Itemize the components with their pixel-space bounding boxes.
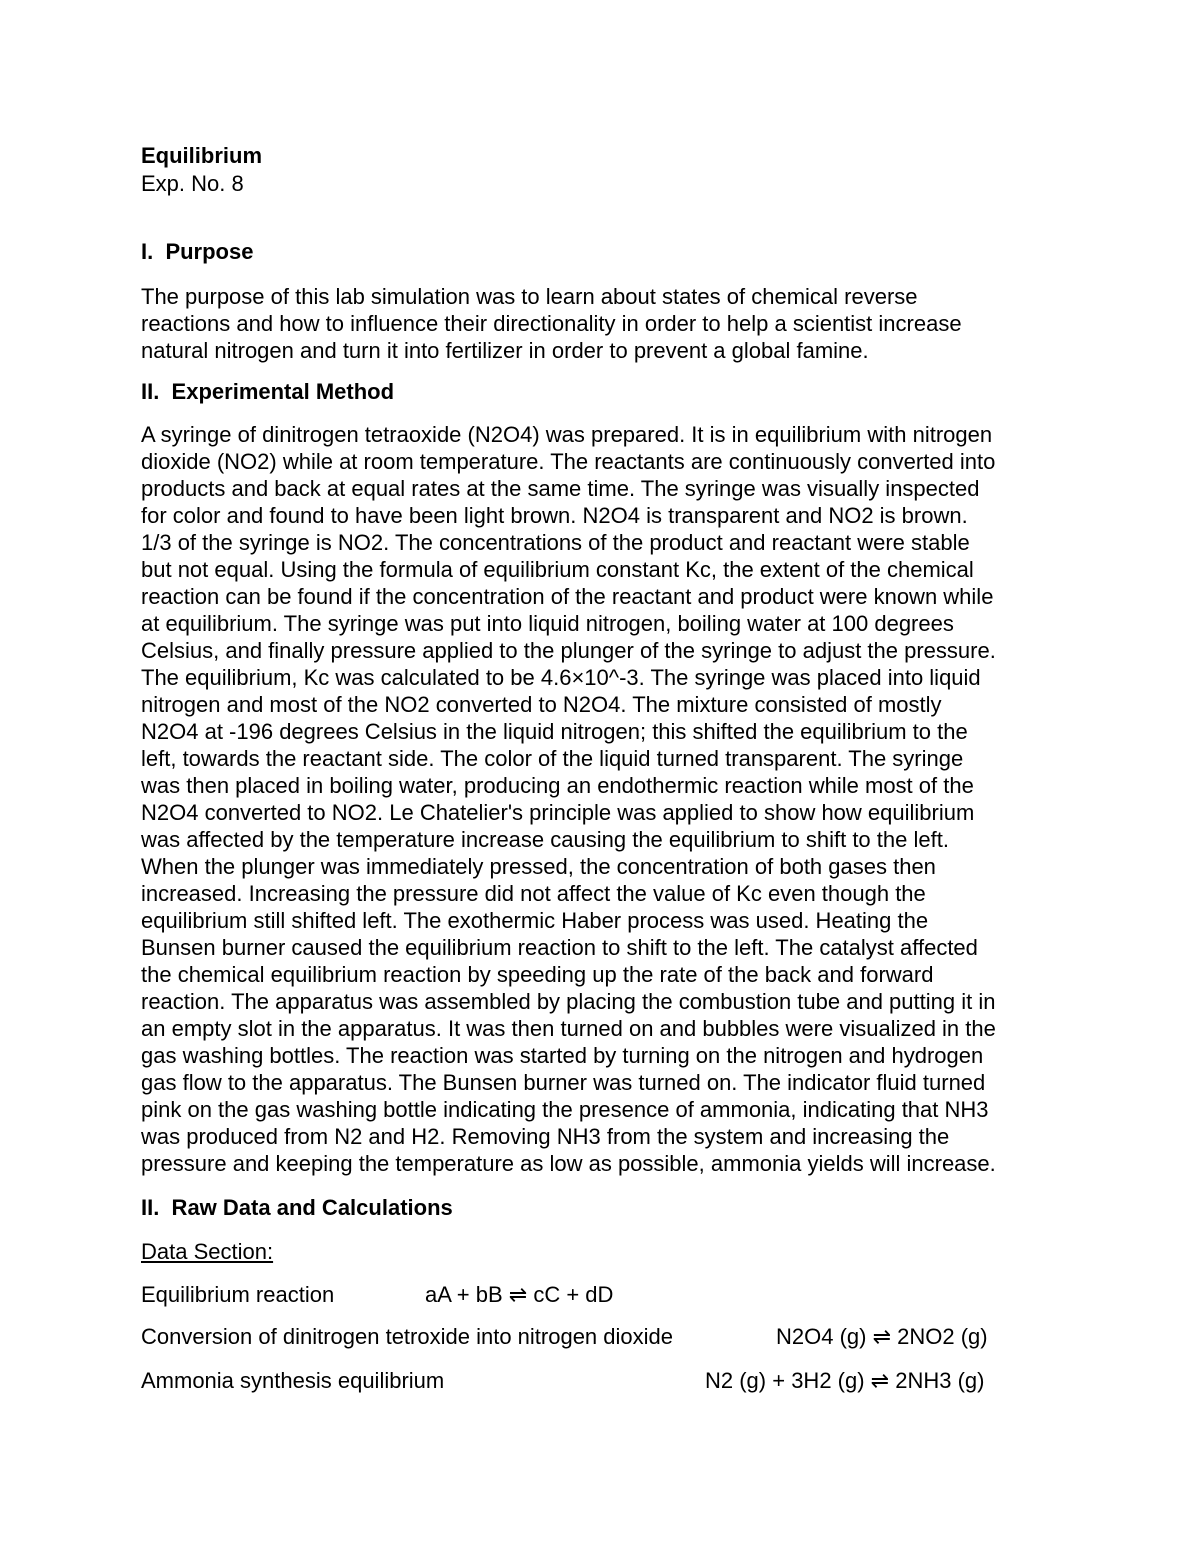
method-line: Bunsen burner caused the equilibrium reaction to shift to the left. The catalyst affected [141,935,978,960]
method-line: was affected by the temperature increase causing the equilibrium to shift to the left. [141,827,949,852]
purpose-line: The purpose of this lab simulation was to learn about states of chemical reverse [141,284,918,309]
equation-row [141,1281,1061,1311]
method-line: nitrogen and most of the NO2 converted to N2O4. The mixture consisted of mostly [141,692,942,717]
method-line: gas flow to the apparatus. The Bunsen burner was turned on. The indicator fluid turned [141,1070,986,1095]
method-line: equilibrium still shifted left. The exothermic Haber process was used. Heating the [141,908,929,933]
method-line: pink on the gas washing bottle indicating the presence of ammonia, indicating that NH3 [141,1097,989,1122]
method-line: products and back at equal rates at the same time. The syringe was visually inspected [141,476,980,501]
method-line: increased. Increasing the pressure did not affect the value of Kc even though the [141,881,926,906]
equation-formula: N2 (g) + 3H2 (g) ⇌ 2NH3 (g) [705,1368,985,1393]
method-line: gas washing bottles. The reaction was started by turning on the nitrogen and hydrogen [141,1043,984,1068]
equation-label: Ammonia synthesis equilibrium [141,1368,445,1393]
equation-row [141,1367,1061,1397]
method-line: pressure and keeping the temperature as low as possible, ammonia yields will increase. [141,1151,996,1176]
method-paragraph [141,421,1061,1177]
method-line: N2O4 converted to NO2. Le Chatelier's principle was applied to show how equilibrium [141,800,975,825]
purpose-line: reactions and how to influence their directionality in order to help a scientist increase [141,311,962,336]
document-title: Equilibrium [141,143,262,168]
method-line: but not equal. Using the formula of equilibrium constant Kc, the extent of the chemical [141,557,974,582]
equation-label: Conversion of dinitrogen tetroxide into nitrogen dioxide [141,1324,673,1349]
method-line: the chemical equilibrium reaction by speeding up the rate of the back and forward [141,962,934,987]
data-heading: II. Raw Data and Calculations [141,1195,453,1220]
data-section-subheading: Data Section: [141,1239,274,1264]
method-line: an empty slot in the apparatus. It was then turned on and bubbles were visualized in the [141,1016,996,1041]
method-line: was then placed in boiling water, producing an endothermic reaction while most of the [141,773,974,798]
equation-formula: aA + bB ⇌ cC + dD [425,1282,614,1307]
method-line: 1/3 of the syringe is NO2. The concentrations of the product and reactant were stable [141,530,970,555]
purpose-paragraph [141,283,1061,364]
method-line: N2O4 at -196 degrees Celsius in the liquid nitrogen; this shifted the equilibrium to the [141,719,968,744]
method-line: left, towards the reactant side. The color of the liquid turned transparent. The syringe [141,746,964,771]
method-line: reaction can be found if the concentration of the reactant and product were known while [141,584,994,609]
method-line: dioxide (NO2) while at room temperature. The reactants are continuously converted into [141,449,996,474]
experiment-number: Exp. No. 8 [141,171,244,196]
document-page [141,0,1061,1553]
method-line: Celsius, and finally pressure applied to the plunger of the syringe to adjust the pressure. [141,638,996,663]
method-line: at equilibrium. The syringe was put into liquid nitrogen, boiling water at 100 degrees [141,611,954,636]
method-line: for color and found to have been light brown. N2O4 is transparent and NO2 is brown. [141,503,968,528]
method-line: The equilibrium, Kc was calculated to be 4.6×10^-3. The syringe was placed into liquid [141,665,981,690]
equation-label: Equilibrium reaction [141,1282,335,1307]
method-line: was produced from N2 and H2. Removing NH3 from the system and increasing the [141,1124,950,1149]
method-line: A syringe of dinitrogen tetraoxide (N2O4) was prepared. It is in equilibrium with nitrogen [141,422,993,447]
purpose-line: natural nitrogen and turn it into fertilizer in order to prevent a global famine. [141,338,869,363]
equation-row [141,1323,1061,1353]
purpose-heading: I. Purpose [141,239,254,264]
method-line: When the plunger was immediately pressed, the concentration of both gases then [141,854,936,879]
equation-formula: N2O4 (g) ⇌ 2NO2 (g) [776,1324,988,1349]
method-line: reaction. The apparatus was assembled by placing the combustion tube and putting it in [141,989,996,1014]
method-heading: II. Experimental Method [141,379,395,404]
